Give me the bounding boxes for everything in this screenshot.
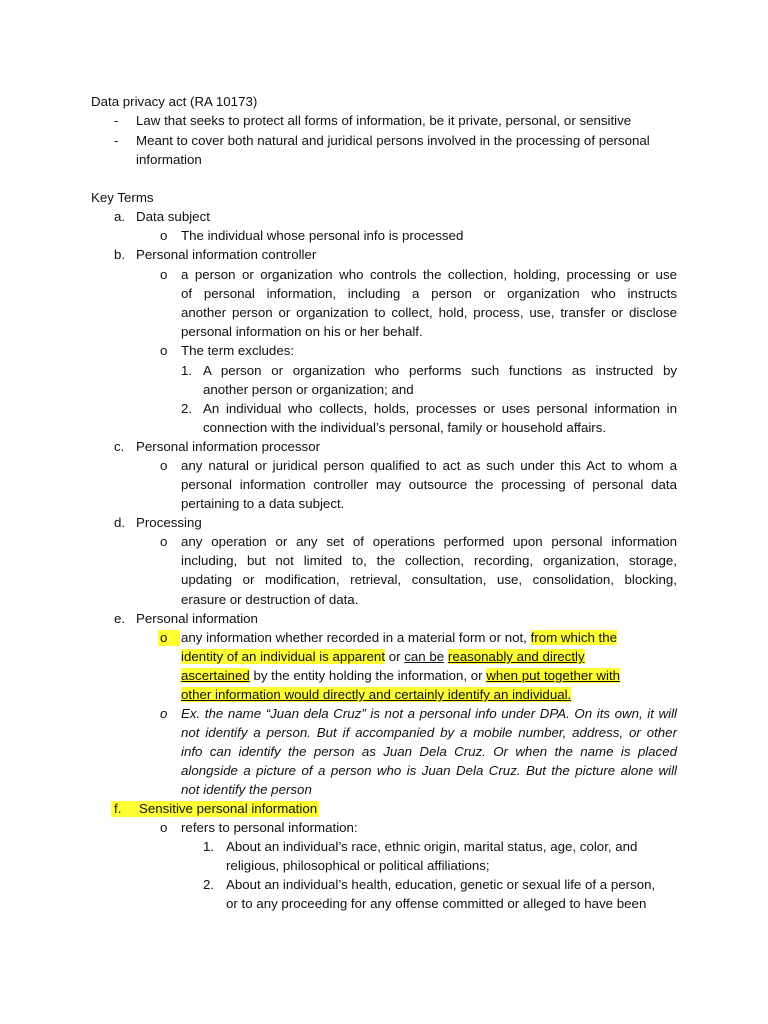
term-label-processing: Processing	[136, 515, 202, 530]
dash-bullet: -	[114, 133, 119, 148]
sensitive-line: religious, philosophical or political affiliations;	[226, 858, 490, 873]
term-label-processor: Personal information processor	[136, 439, 321, 454]
circle-bullet: o	[158, 630, 180, 646]
definition-line: other information would directly and certainly identify an individual.	[181, 687, 572, 702]
definition-line: erasure or destruction of data.	[181, 592, 359, 607]
intro-line: Meant to cover both natural and juridical persons involved in the processing of personal	[136, 133, 650, 148]
example-line: alongside a picture of a person who is Juan Dela Cruz. But the picture alone will	[181, 763, 677, 778]
definition-line: of personal information, including a person or organization who instructs	[181, 286, 677, 301]
term-label-personal-information: Personal information	[136, 611, 258, 626]
exclusion-line: another person or organization; and	[203, 382, 414, 397]
intro-line: information	[136, 152, 202, 167]
document-title: Data privacy act (RA 10173)	[91, 94, 258, 109]
definition-line: identity of an individual is apparent or can be reasonably and directly	[181, 649, 585, 664]
term-marker: b.	[114, 247, 126, 262]
definition-line: ascertained by the entity holding the information, or when put together with	[181, 668, 621, 683]
circle-bullet: o	[160, 267, 168, 282]
definition-line: refers to personal information:	[181, 820, 358, 835]
sensitive-line: or to any proceeding for any offense committed or alleged to have been	[226, 896, 647, 911]
term-marker: c.	[114, 439, 125, 454]
exclusion-line: A person or organization who performs such functions as instructed by	[203, 363, 677, 378]
sensitive-line: About an individual’s health, education, genetic or sexual life of a person,	[226, 877, 656, 892]
example-line: not identify the person	[181, 782, 312, 797]
excludes-label: The term excludes:	[181, 343, 295, 358]
definition-line: personal information controller may outsource the processing of personal data	[181, 477, 677, 492]
term-label-data-subject: Data subject	[136, 209, 210, 224]
example-line: Ex. the name “Juan dela Cruz” is not a personal info under DPA. On its own, it will	[181, 706, 677, 721]
exclusion-line: connection with the individual’s personal, family or household affairs.	[203, 420, 607, 435]
definition-line: personal information on his or her behalf.	[181, 324, 423, 339]
circle-bullet: o	[160, 820, 168, 835]
sensitive-line: About an individual’s race, ethnic origin, marital status, age, color, and	[226, 839, 638, 854]
definition-line: pertaining to a data subject.	[181, 496, 345, 511]
definition-line: including, but not limited to, the collection, recording, organization, storage,	[181, 553, 677, 568]
definition-line: any information whether recorded in a material form or not, from which the	[181, 630, 618, 645]
term-marker: d.	[114, 515, 126, 530]
definition-line: updating or modification, retrieval, consultation, use, consolidation, blocking,	[181, 572, 677, 587]
number-marker: 1.	[203, 839, 215, 854]
example-line: info can identify the person as Juan Dela Cruz. Or when the name is placed	[181, 744, 677, 759]
circle-bullet: o	[160, 706, 168, 721]
circle-bullet: o	[160, 228, 168, 243]
circle-bullet: o	[160, 534, 168, 549]
definition-line: a person or organization who controls the collection, holding, processing or use	[181, 267, 677, 282]
exclusion-line: An individual who collects, holds, processes or uses personal information in	[203, 401, 677, 416]
dash-bullet: -	[114, 113, 119, 128]
circle-bullet: o	[160, 343, 168, 358]
intro-line: Law that seeks to protect all forms of information, be it private, personal, or sensitive	[136, 113, 632, 128]
definition-line: any natural or juridical person qualified to act as such under this Act to whom a	[181, 458, 677, 473]
example-line: not identify a person. But if accompanied by a mobile number, address, or other	[181, 725, 677, 740]
term-definition: The individual whose personal info is processed	[181, 228, 464, 243]
definition-line: any operation or any set of operations performed upon personal information	[181, 534, 677, 549]
term-label-controller: Personal information controller	[136, 247, 317, 262]
term-marker: e.	[114, 611, 126, 626]
number-marker: 2.	[203, 877, 215, 892]
circle-bullet: o	[160, 458, 168, 473]
term-marker: a.	[114, 209, 126, 224]
key-terms-heading: Key Terms	[91, 190, 154, 205]
definition-line: another person or organization to collect, hold, process, use, transfer or disclose	[181, 305, 677, 320]
term-sensitive-personal-information: f. Sensitive personal information	[111, 801, 319, 817]
number-marker: 1.	[181, 363, 193, 378]
number-marker: 2.	[181, 401, 193, 416]
